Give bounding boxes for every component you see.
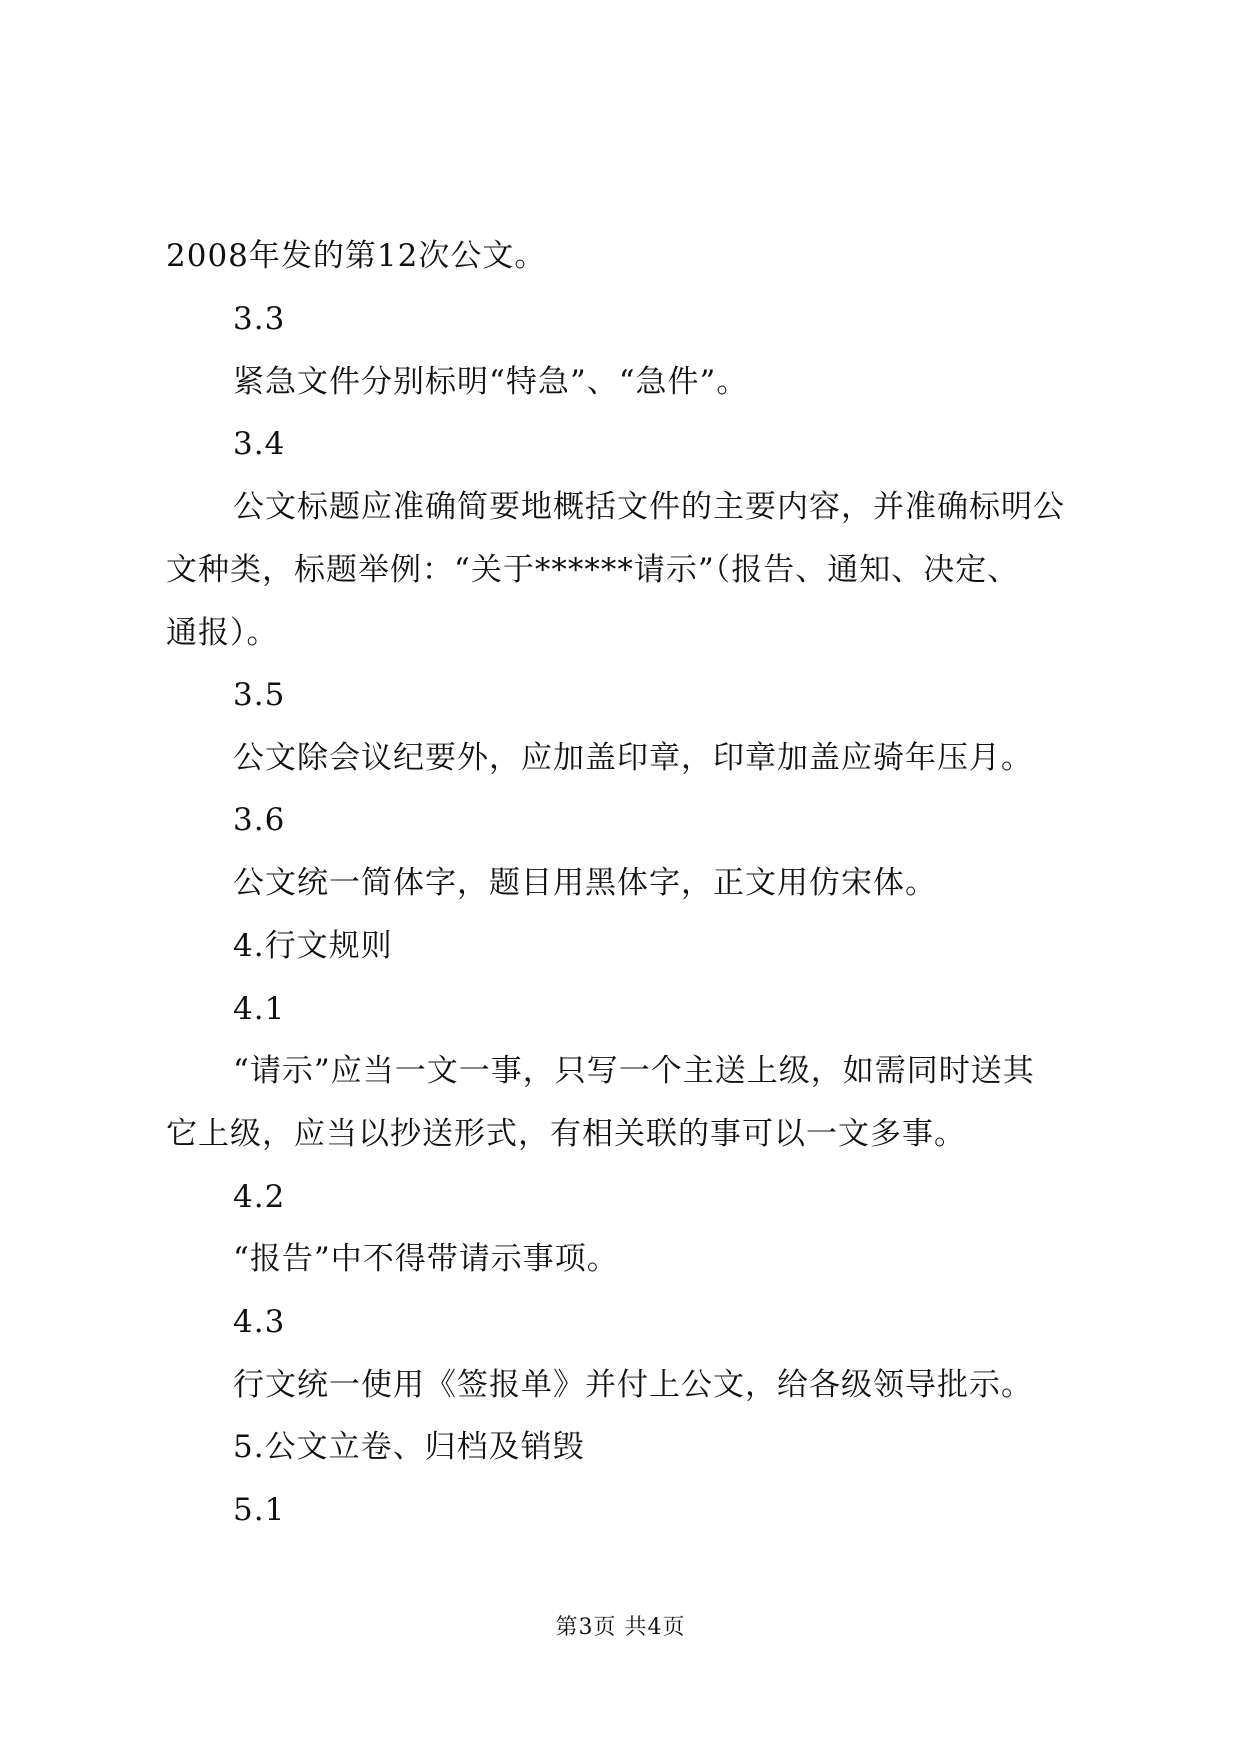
paragraph-line: 紧急文件分别标明“特急”、“急件”。 [233,364,749,400]
section-heading: 4.行文规则 [233,928,393,964]
section-number: 3.5 [233,677,286,713]
paragraph-line: 公文统一简体字，题目用黑体字，正文用仿宋体。 [233,865,937,901]
section-number: 4.2 [233,1179,286,1215]
line-continuation: 2008年发的第12次公文。 [166,238,547,274]
paragraph-line: 公文除会议纪要外，应加盖印章，印章加盖应骑年压月。 [233,740,1033,776]
paragraph-line: 文种类，标题举例：“关于******请示”（报告、通知、决定、 [166,552,1020,588]
paragraph-line: “报告”中不得带请示事项。 [233,1241,619,1277]
paragraph-line: 行文统一使用《签报单》并付上公文，给各级领导批示。 [233,1367,1033,1403]
section-number: 4.1 [233,991,286,1027]
paragraph-line: 它上级，应当以抄送形式，有相关联的事可以一文多事。 [166,1116,966,1152]
paragraph-line: 通报）。 [166,615,279,651]
section-number: 3.3 [233,301,286,337]
section-number: 3.6 [233,802,286,838]
paragraph-line: 公文标题应准确简要地概括文件的主要内容，并准确标明公 [233,489,1065,525]
page-number-footer: 第3页 共4页 [555,1615,686,1640]
section-number: 3.4 [233,426,286,462]
section-number: 5.1 [233,1492,286,1528]
paragraph-line: “请示”应当一文一事，只写一个主送上级，如需同时送其 [233,1053,1035,1089]
section-number: 4.3 [233,1304,286,1340]
section-heading: 5.公文立卷、归档及销毁 [233,1429,585,1465]
